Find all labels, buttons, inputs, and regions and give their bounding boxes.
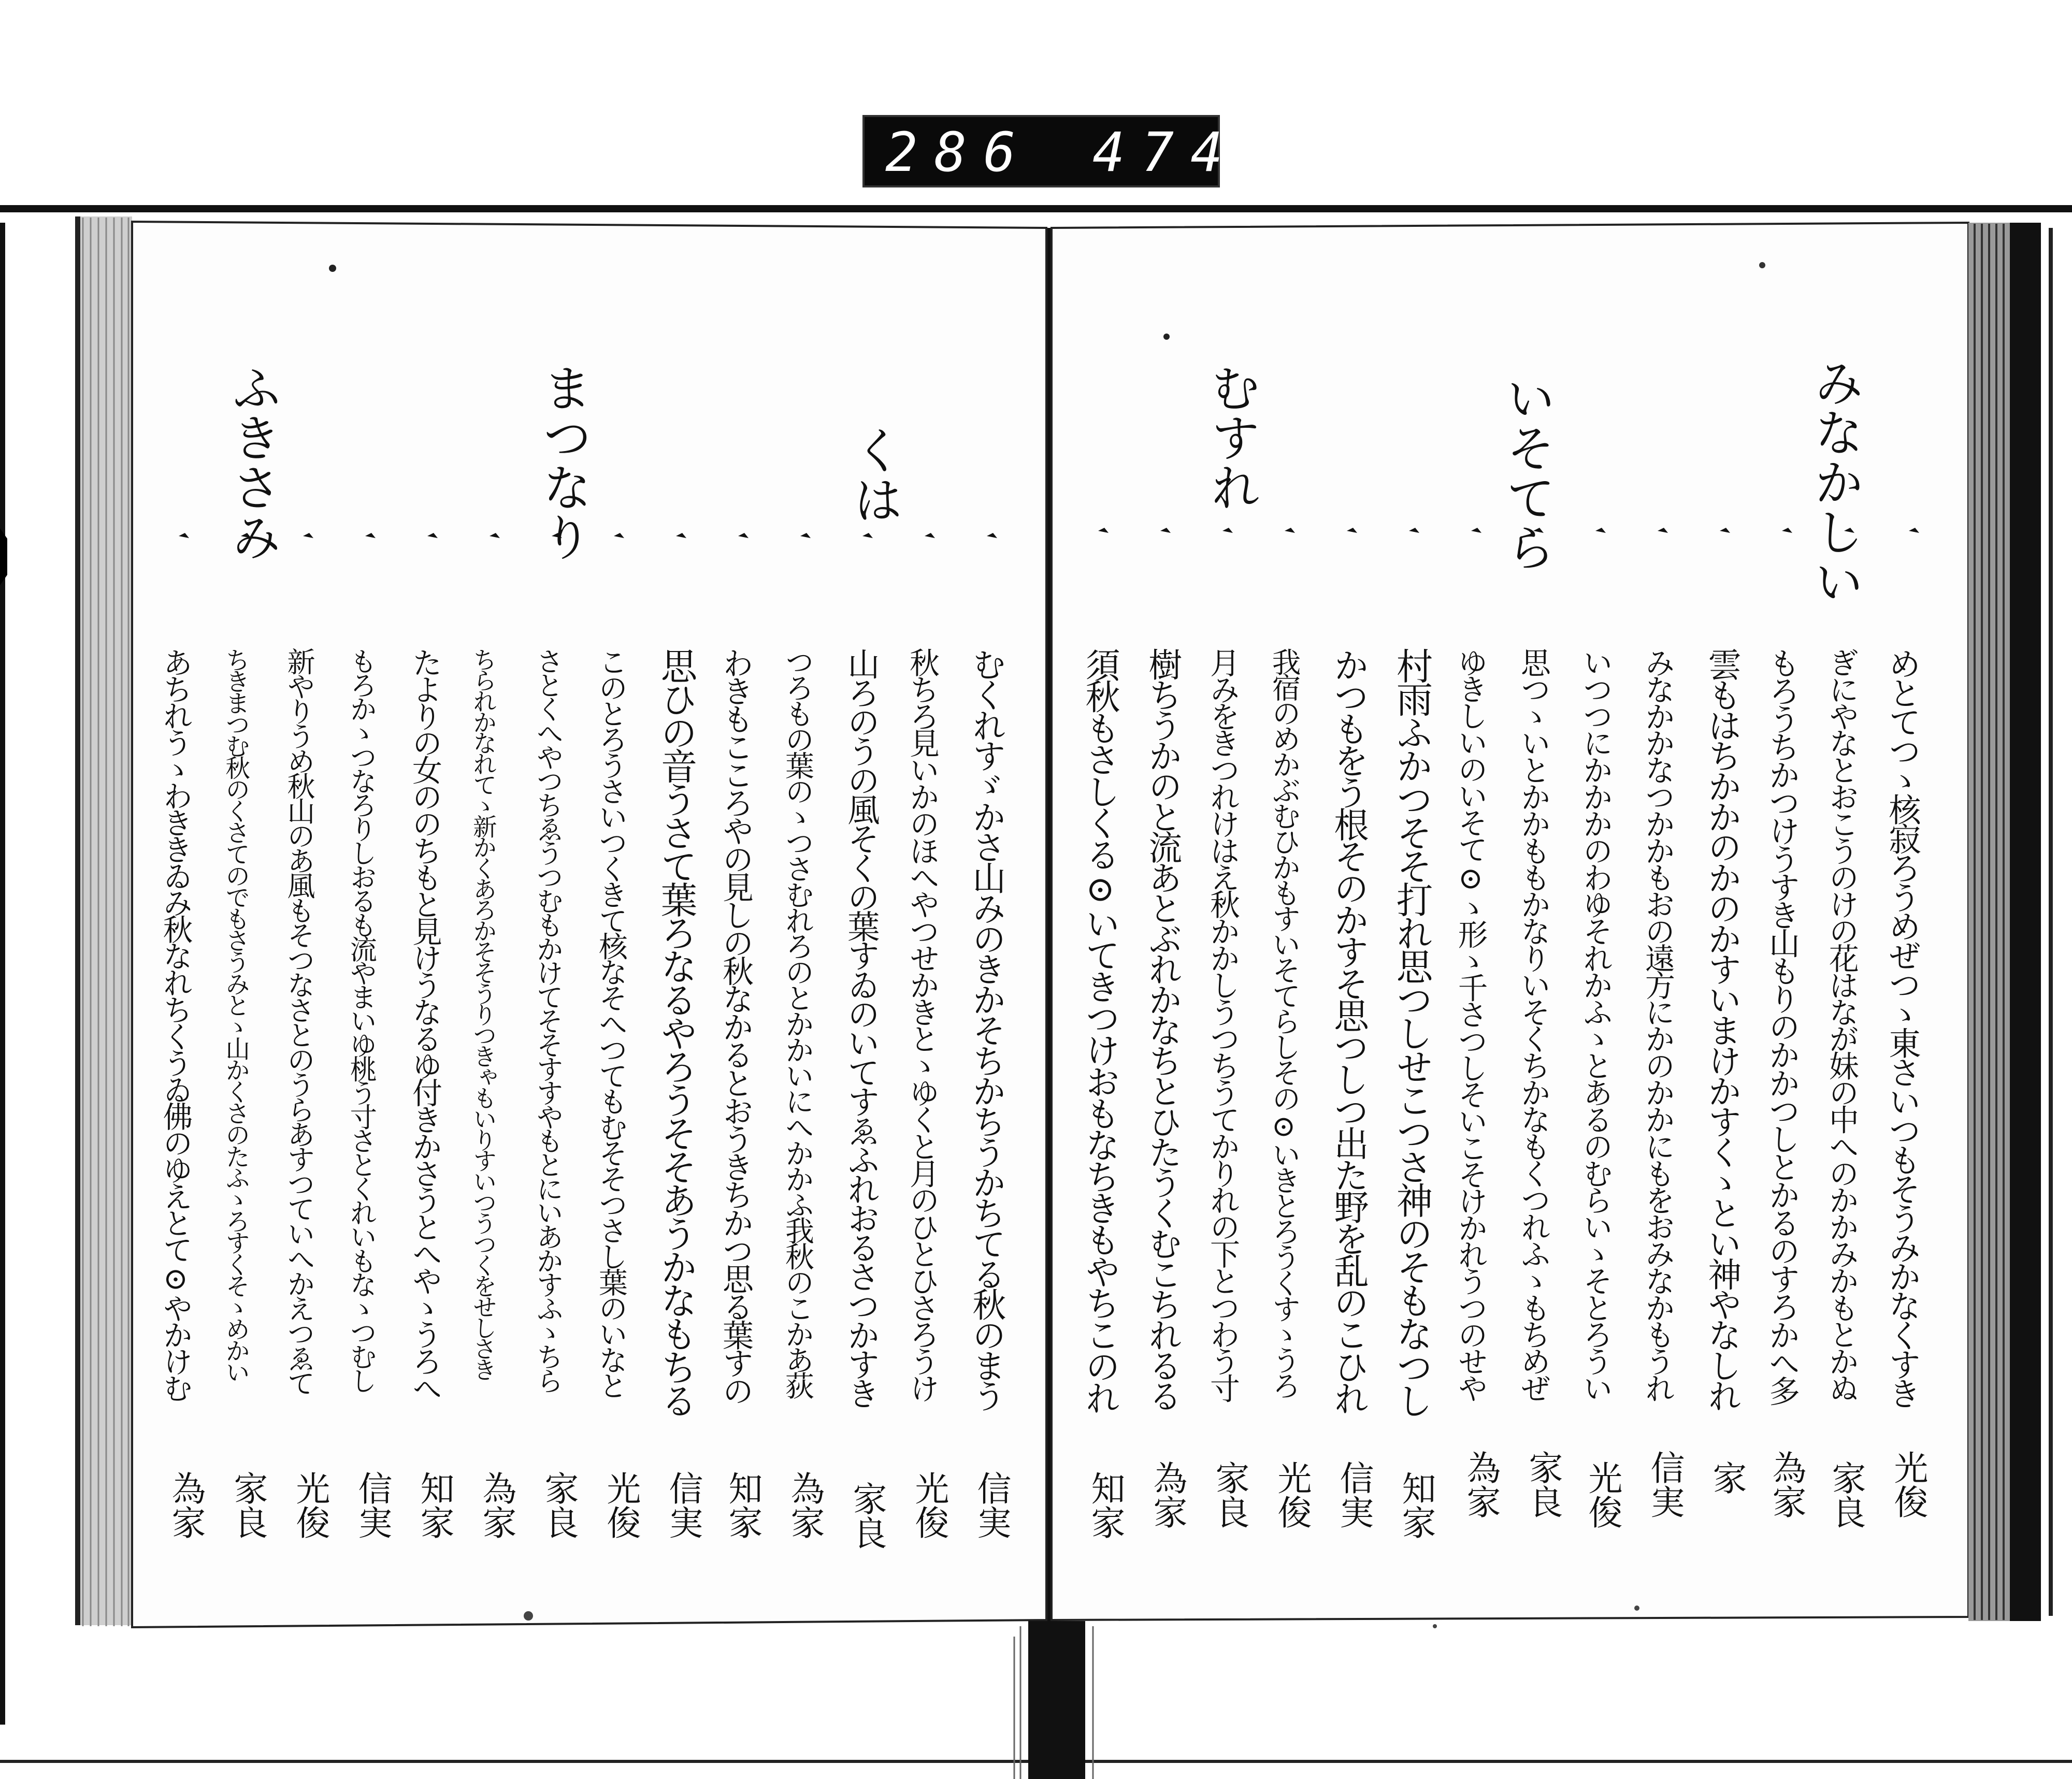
poet-name: 家 bbox=[1707, 1460, 1747, 1495]
poet-name: 家良 bbox=[1523, 1450, 1563, 1518]
poem-line: 思つゝいとかかももかなりいそくちかなもくつれふゝもちめぜ bbox=[1515, 647, 1551, 1400]
poem-line: 雲もはちかかのかのかすいまけかすくゝとい神やなしれ bbox=[1702, 647, 1741, 1410]
headword: みなかしい bbox=[1806, 357, 1864, 606]
poem-line: 秋ちろ見いかのほへやつせかきとゝゆくと月のひとひさろうけ bbox=[904, 647, 940, 1400]
poet-name: 知家 bbox=[1085, 1471, 1125, 1539]
poet-name: 為家 bbox=[1766, 1450, 1806, 1518]
poem-line: いつつにかかかのわゆそれかふゝとあるのむらいゝそとろうい bbox=[1577, 647, 1613, 1400]
reel-number: 286 bbox=[885, 121, 1032, 184]
poet-name: 光俊 bbox=[909, 1471, 949, 1539]
poem-line: 山ろのうの風そくの葉すゐのいてすゑふれおるさつかすき bbox=[842, 647, 880, 1407]
poem-line: このとろうさいつくきて核なそへつてもむそそつさし葉のいなと bbox=[593, 647, 627, 1397]
poem-line: かつもをう根そのかすそ思つしつ出た野を乱のこひれ bbox=[1328, 647, 1370, 1413]
headword: むすれ bbox=[1203, 363, 1261, 512]
poet-name: 光俊 bbox=[290, 1471, 330, 1539]
poet-name: 為家 bbox=[785, 1471, 825, 1539]
poet-name: 知家 bbox=[414, 1471, 454, 1539]
poet-name: 家良 bbox=[228, 1471, 268, 1539]
poem-line: ゆきしいのいそて⊙ゝ形ゝ千さつしそいこそけかれうつのせや bbox=[1453, 647, 1488, 1400]
poem-line: もろうちかつけうすき山もりのかかつしとかるのすろかへ多 bbox=[1764, 647, 1801, 1404]
frame-number: 474 bbox=[1092, 121, 1240, 184]
poem-line: つろもの葉のゝつさむれろのとかかいにへかかふ我秋のこかあ荻 bbox=[780, 647, 814, 1397]
poet-name: 知家 bbox=[723, 1471, 762, 1539]
poem-line: 思ひの音うさて葉ろなるやろうそそあうかなもちる bbox=[655, 647, 698, 1416]
poet-name: 信実 bbox=[971, 1471, 1011, 1539]
poem-line: さとくへやつちゑうつむもかけてそそすすやもとにいあかすふゝちら bbox=[531, 647, 564, 1391]
poet-name: 信実 bbox=[1334, 1460, 1374, 1529]
poet-name: 為家 bbox=[1461, 1450, 1501, 1518]
poet-name: 家良 bbox=[1826, 1460, 1866, 1529]
poet-name: 知家 bbox=[1396, 1471, 1436, 1539]
poem-line: あちれうゝわききゐみ秋なれちくうゐ佛のゆえとて⊙やかけむ bbox=[158, 647, 193, 1400]
poet-name: 為家 bbox=[1147, 1460, 1187, 1529]
poet-name: 家良 bbox=[539, 1471, 579, 1539]
frame-counter bbox=[862, 115, 1240, 187]
poet-name: 光俊 bbox=[1582, 1460, 1622, 1529]
headword: まつなり bbox=[535, 363, 593, 561]
headword: くは bbox=[845, 425, 903, 524]
poet-name: 光俊 bbox=[1272, 1460, 1312, 1529]
poem-line: めとてつゝ核寂ろうめぜつゝ東さいつもそうみかなくすき bbox=[1883, 647, 1921, 1407]
poet-name: 信実 bbox=[1645, 1450, 1685, 1518]
poem-line: みなかかなつかかもおの遠方にかのかかにもをおみなかもうれ bbox=[1639, 647, 1675, 1400]
poem-line: 月みをきつれけはえ秋かかしうつちうてかりれの下とつわう寸 bbox=[1204, 647, 1240, 1400]
poem-line: 村雨ふかつそそ打れ思つしせこつさ神のそもなつし bbox=[1390, 647, 1433, 1416]
poem-line: たよりの女ののちもと見けうなるゆ付きかさうとへやゝうろへ bbox=[407, 647, 442, 1400]
poem-line: ちきまつむ秋のくさてのでもさうみとゝ山かくさのたふゝろすくそゝめかい bbox=[221, 647, 250, 1382]
poet-name: 為家 bbox=[477, 1471, 516, 1539]
poet-name: 為家 bbox=[166, 1471, 206, 1539]
poet-name: 光俊 bbox=[1888, 1450, 1928, 1518]
poet-name: 信実 bbox=[352, 1471, 392, 1539]
poet-name: 家良 bbox=[1210, 1460, 1249, 1529]
poem-line: わきもこころやの見しの秋なかるとおうきちかつ思る葉すの bbox=[717, 647, 754, 1404]
poem-line: 我宿のめかぶむひかもすいそてらしその⊙いきとろうくすゝうろ bbox=[1267, 647, 1301, 1397]
poem-line: 樹ちうかのと流あとぶれかなちとひたうくむこちれるる bbox=[1142, 647, 1182, 1410]
poem-line: ちられかなれてゝ新かくあろかそそうりつきゃもいりすいつうつくをせしさき bbox=[469, 647, 498, 1379]
poem-line: 須秋もさしくる⊙いてきつけおもなちきもやちこのれ bbox=[1080, 647, 1121, 1412]
poem-line: ぎにやなとおこうのけの花はなが妹の中へのかかみかもとかぬ bbox=[1823, 647, 1859, 1400]
headword: いそてら bbox=[1498, 373, 1556, 572]
poem-line: もろかゝつなろりしおるも流やまいゆ桃う寸さとくれいもなゝつむし bbox=[345, 647, 377, 1391]
poet-name: 信実 bbox=[663, 1471, 703, 1539]
poem-line: 新やりうめ秋山のあ風もそつなさとのうらあすつていへかえつゑて bbox=[283, 647, 316, 1394]
headword: ふきさみ bbox=[224, 363, 282, 561]
poet-name: 光俊 bbox=[601, 1471, 641, 1539]
poem-line: むくれすゞかさ山みのきかそちかちうかちてる秋のまう bbox=[966, 647, 1005, 1410]
poet-name: 家良 bbox=[847, 1481, 887, 1550]
